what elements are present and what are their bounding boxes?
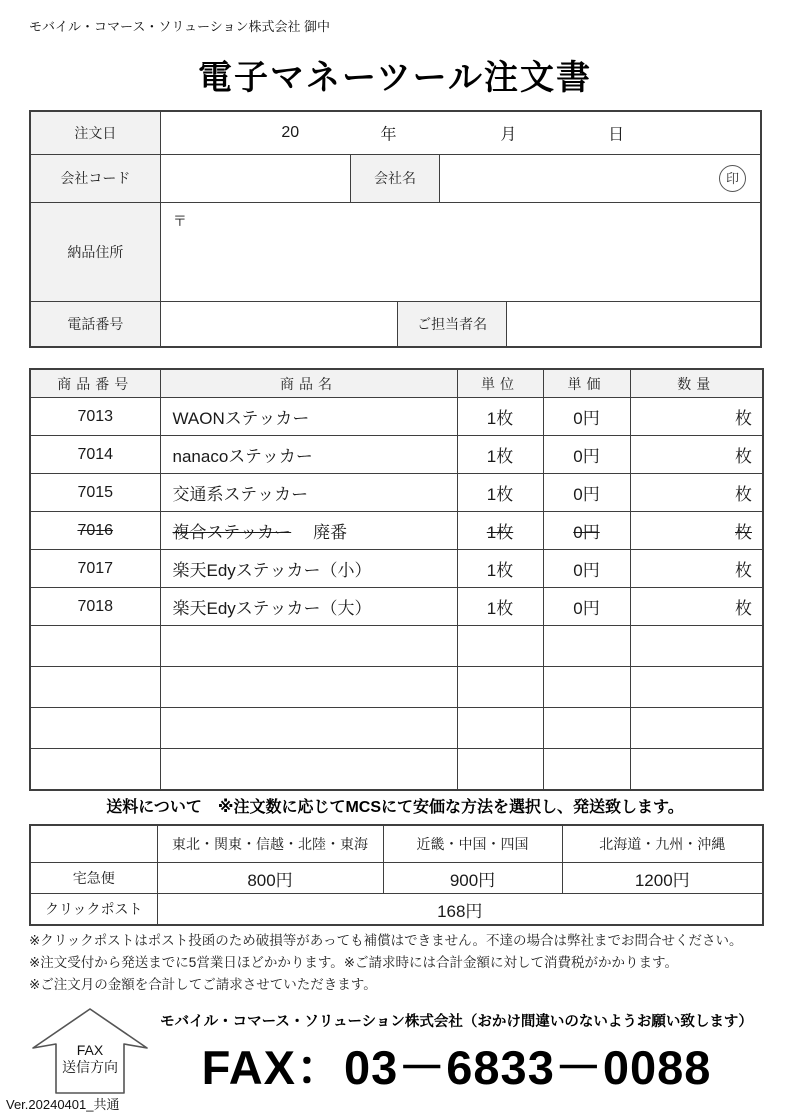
takkyubin-price: 800円 [157,863,383,894]
quantity-field[interactable] [630,550,763,588]
delivery-address-field[interactable] [160,202,761,301]
quantity-field[interactable] [630,474,763,512]
note-line: ※ご注文月の金額を合計してご請求させていただきます。 [29,977,377,992]
product-name: nanacoステッカー [172,447,313,466]
notes-block [29,930,769,996]
quantity-unit: 枚 [735,523,752,542]
fax-direction-line2: 送信方向 [62,1059,118,1075]
product-price: 0円 [573,599,600,618]
quantity-field[interactable] [630,398,763,436]
product-name: WAONステッカー [172,409,310,428]
empty-product-row[interactable] [30,626,763,667]
delivery-address-label: 納品住所 [30,202,160,301]
company-name-field[interactable] [439,154,761,202]
product-note: 廃番 [313,523,348,542]
order-date-label: 注文日 [30,111,160,154]
shipping-table [29,824,764,926]
product-price: 0円 [573,409,600,428]
seal-mark-icon: 印 [719,165,746,192]
quantity-field[interactable] [630,436,763,474]
fax-number: FAX：03－6833－0088 [201,1041,712,1094]
product-code: 7016 [77,521,114,539]
table-row [30,550,763,588]
col-header-unit: 単位 [457,369,543,398]
quantity-field[interactable] [630,588,763,626]
company-name-label: 会社名 [351,154,439,202]
clickpost-price: 168円 [157,894,763,926]
product-code: 7018 [77,597,114,615]
empty-product-row[interactable] [30,667,763,708]
clickpost-label: クリックポスト [30,894,157,926]
table-row [30,588,763,626]
fax-direction-line1: FAX [76,1042,104,1058]
takkyubin-row [30,863,763,894]
company-code-field[interactable] [160,154,351,202]
product-code: 7017 [77,559,114,577]
version-label: Ver.20240401_共通 [6,1097,120,1112]
quantity-unit: 枚 [735,485,752,504]
day-label: 日 [608,126,625,144]
recipient-line: モバイル・コマース・ソリューション株式会社 御中 [29,19,331,34]
clickpost-row [30,894,763,926]
contact-field[interactable] [506,301,761,347]
product-code: 7015 [77,483,114,501]
product-unit: 1枚 [486,599,514,618]
month-label: 月 [500,126,517,144]
fax-company-line: モバイル・コマース・ソリューション株式会社（おかけ間違いのないようお願い致します） [160,1014,753,1030]
order-date-century: 20 [281,123,300,141]
product-unit: 1枚 [486,485,514,504]
note-line: ※注文受付から発送までに5営業日ほどかかります。※ご請求時には合計金額に対して消費税がかかります。 [29,955,678,970]
col-header-code: 商品番号 [30,369,160,398]
fax-footer [29,1006,762,1098]
col-header-price: 単価 [543,369,630,398]
empty-product-row[interactable] [30,749,763,791]
quantity-unit: 枚 [735,447,752,466]
quantity-unit: 枚 [735,599,752,618]
product-unit: 1枚 [486,447,514,466]
product-unit: 1枚 [486,523,514,542]
col-header-name: 商品名 [160,369,457,398]
contact-label: ご担当者名 [398,301,506,347]
shipping-header-row [30,825,763,863]
fax-direction-arrow-icon [29,1006,151,1096]
product-name: 楽天Edyステッカー（小） [172,561,372,580]
phone-field[interactable] [160,301,398,347]
table-row [30,436,763,474]
phone-label: 電話番号 [30,301,160,347]
page-title: 電子マネーツール注文書 [198,59,592,97]
product-unit: 1枚 [486,409,514,428]
takkyubin-price: 1200円 [562,863,763,894]
shipping-heading: 送料について ※注文数に応じてMCSにて安価な方法を選択し、発送致します。 [106,799,684,816]
note-line: ※クリックポストはポスト投函のため破損等があっても補償はできません。不達の場合は弊社までお問合せください。 [29,933,743,948]
order-info-table [29,110,762,348]
table-row [30,512,763,550]
takkyubin-price: 900円 [383,863,562,894]
region-header: 東北・関東・信越・北陸・東海 [157,825,383,863]
product-name: 楽天Edyステッカー（大） [172,599,372,618]
year-label: 年 [380,126,397,144]
product-code: 7013 [77,407,114,425]
order-date-field[interactable] [160,111,761,154]
region-header: 近畿・中国・四国 [383,825,562,863]
product-header-row [30,369,763,398]
product-price: 0円 [573,561,600,580]
product-table [29,368,764,791]
product-name: 複合ステッカー [172,523,292,542]
product-price: 0円 [573,485,600,504]
shipping-header-empty [30,825,157,863]
table-row [30,474,763,512]
region-header: 北海道・九州・沖縄 [562,825,763,863]
table-row [30,398,763,436]
product-price: 0円 [573,447,600,466]
company-code-label: 会社コード [30,154,160,202]
quantity-unit: 枚 [735,409,752,428]
quantity-unit: 枚 [735,561,752,580]
postal-mark: 〒 [172,212,187,229]
takkyubin-label: 宅急便 [30,863,157,894]
product-unit: 1枚 [486,561,514,580]
product-name: 交通系ステッカー [172,485,309,504]
quantity-field[interactable] [630,512,763,550]
col-header-qty: 数量 [630,369,763,398]
product-price: 0円 [573,523,600,542]
empty-product-row[interactable] [30,708,763,749]
product-code: 7014 [77,445,114,463]
